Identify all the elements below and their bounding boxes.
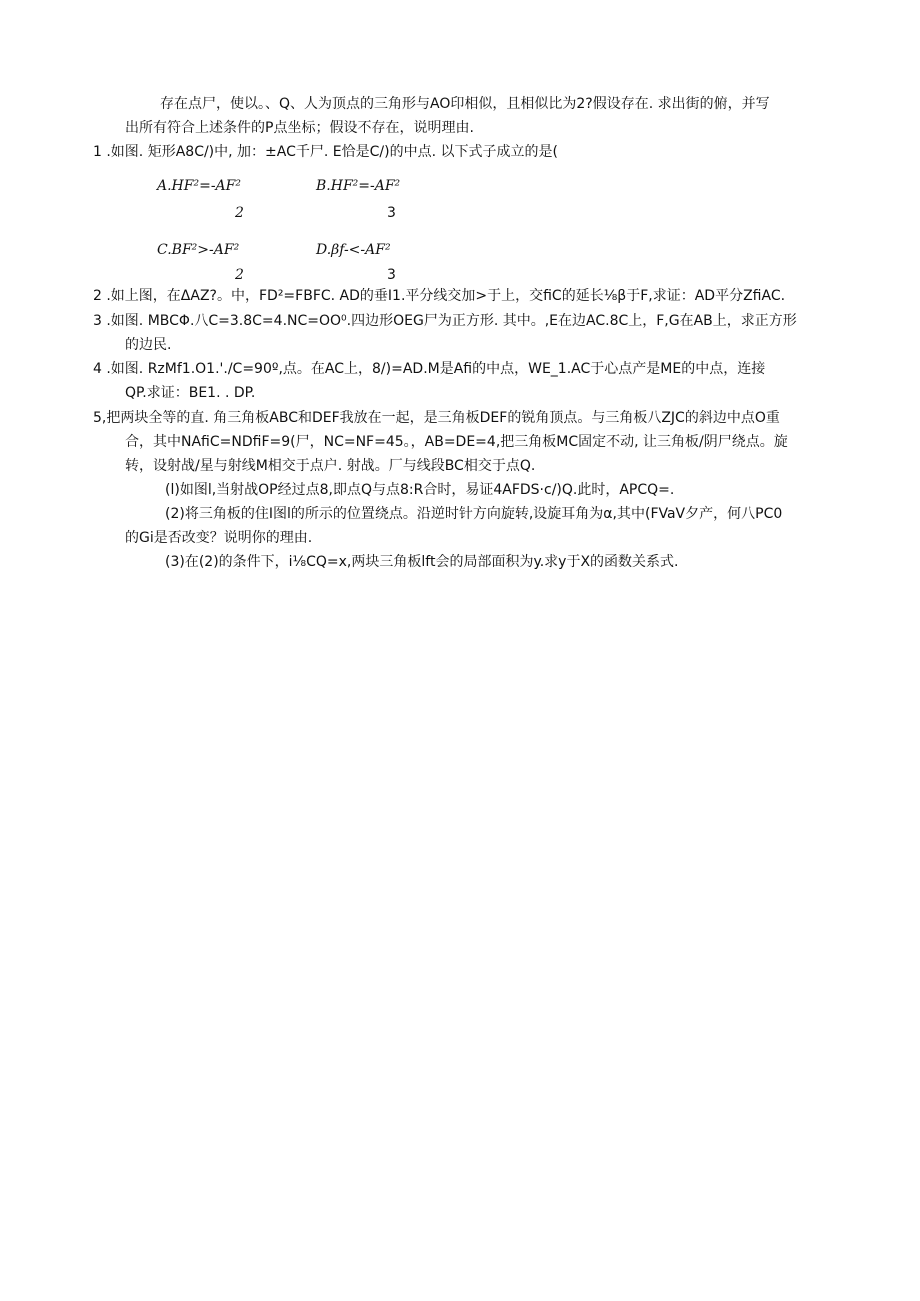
question-5-line-2: 合，其中NAfiC=NDfiF=9(尸，NC=NF=45。，AB=DE=4,把三角板MC固定不动, 让三角板/阴尸绕点。旋 bbox=[125, 434, 788, 450]
q1-option-a: A.HF²=-AF² bbox=[157, 178, 241, 194]
question-5-sub-1: (l)如图l,当射战OP经过点8,即点Q与点8:R合时，易证4AFDS·c/)Q.此时，APCQ=. bbox=[165, 482, 675, 498]
q1-option-c-denominator: 2 bbox=[235, 267, 244, 283]
question-5-sub-3: (3)在(2)的条件下，i⅛CQ=x,两块三角板lft会的局部面积为y.求y于X的函数关系式. bbox=[165, 554, 679, 570]
q1-option-d: D.βf-<-AF² bbox=[316, 242, 391, 258]
question-3-line-1: 3 .如图. MBCΦ.八C=3.8C=4.NC=OO⁰.四边形OEG尸为正方形. 其中。,E在边AC.8C上，F,G在AB上，求正方形 bbox=[93, 313, 797, 329]
question-4-line-2: QP.求证：BE1. . DP. bbox=[125, 385, 256, 401]
q1-option-b: B.HF²=-AF² bbox=[316, 178, 401, 194]
question-5-line-1: 5,把两块全等的直. 角三角板ABC和DEF我放在一起，是三角板DEF的锐角顶点。与三角板八ZJC的斜边中点O重 bbox=[93, 410, 780, 426]
q1-option-c: C.BF²>-AF² bbox=[157, 242, 240, 258]
question-5-sub-2-line-1: (2)将三角板的住I图l的所示的位置绕点。沿逆时针方向旋转,设旋耳角为α,其中(FVaV夕产，何八PC0 bbox=[165, 506, 783, 522]
question-2: 2 .如上图，在ΔAZ?。中，FD²=FBFC. AD的垂I1.平分线交加>于上，交fiC的延长⅛β于F,求证：AD平分ZfiAC. bbox=[93, 288, 786, 304]
question-3-line-2: 的边民. bbox=[125, 337, 172, 353]
q1-option-a-denominator: 2 bbox=[235, 205, 244, 221]
question-4-line-1: 4 .如图. RzMf1.O1.'./C=90º,点。在AC上，8/)=AD.M是Afi的中点，WE_1.AC于心点产是ME的中点，连接 bbox=[93, 361, 766, 377]
q1-option-d-denominator: 3 bbox=[387, 267, 396, 283]
intro-line-1: 存在点尸，使以。、Q、人为顶点的三角形与AO印相似，且相似比为2?假设存在. 求出街的俯，并写 bbox=[160, 96, 770, 112]
question-5-line-3: 转，设射战/星与射线M相交于点户. 射战。厂与线段BC相交于点Q. bbox=[125, 458, 536, 474]
intro-line-2: 出所有符合上述条件的P点坐标；假设不存在，说明理由. bbox=[125, 120, 474, 136]
q1-option-b-denominator: 3 bbox=[387, 205, 396, 221]
question-5-sub-2-line-2: 的Gi是否改变？说明你的理由. bbox=[125, 530, 313, 546]
question-1-stem: 1 .如图. 矩形A8C/)中, 加：±AC千尸. E恰是C/)的中点. 以下式子成立的是( bbox=[93, 144, 558, 160]
